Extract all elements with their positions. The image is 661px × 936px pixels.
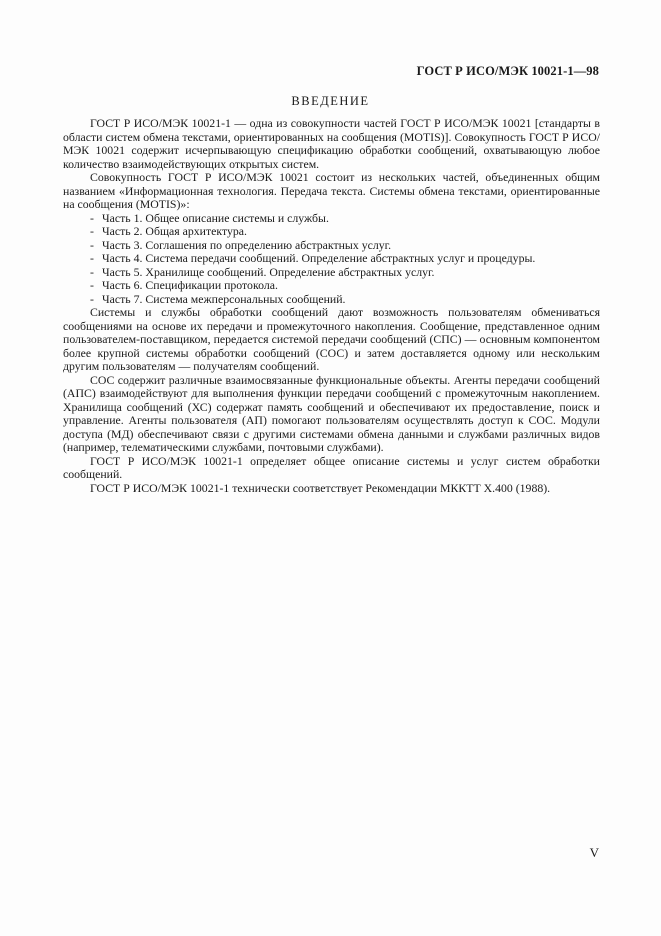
paragraph: ГОСТ Р ИСО/МЭК 10021-1 — одна из совокупности частей ГОСТ Р ИСО/МЭК 10021 [стандарты в области систем обмена текстами, ориентированных на сообщения (MOTIS)]. Совокупность ГОСТ Р ИСО/МЭК 10021 содержит исчерпывающую спецификацию обработки сообщений, охватывающую любое количество взаимодействующих открытых систем. [63, 116, 600, 171]
list-item [63, 239, 600, 253]
list-item [63, 266, 600, 280]
list-item-text: Часть 4. Система передачи сообщений. Определение абстрактных услуг и процедуры. [102, 251, 536, 265]
page-number: V [589, 845, 599, 860]
list-dash: - [90, 210, 94, 225]
list-item-text: Часть 1. Общее описание системы и службы. [102, 210, 329, 225]
list-item [63, 225, 600, 239]
list-item [63, 293, 600, 307]
section-title: ВВЕДЕНИЕ [291, 94, 370, 108]
paragraph: ГОСТ Р ИСО/МЭК 10021-1 определяет общее описание системы и услуг систем обработки сообщений. [63, 453, 600, 481]
list-dash: - [90, 251, 94, 265]
list-dash: - [90, 278, 94, 292]
list-dash: - [90, 291, 94, 306]
list-item-text: Часть 3. Соглашения по определению абстрактных услуг. [102, 237, 392, 252]
list-dash: - [90, 224, 94, 238]
paragraph: Совокупность ГОСТ Р ИСО/МЭК 10021 состоит из нескольких частей, объединенных общим названием «Информационная технология. Передача текста. Системы обмена текстами, ориентированные на сообщения (MOTIS)»: [63, 170, 600, 211]
list-item-text: Часть 5. Хранилище сообщений. Определение абстрактных услуг. [102, 264, 435, 279]
list-item-text: Часть 6. Спецификации протокола. [102, 278, 278, 292]
parts-list [63, 212, 600, 307]
introduction-body [63, 117, 600, 495]
list-dash: - [90, 264, 94, 279]
list-item-text: Часть 2. Общая архитектура. [102, 224, 247, 238]
list-item [63, 212, 600, 226]
list-item [63, 252, 600, 266]
document-header: ГОСТ Р ИСО/МЭК 10021-1—98 [416, 64, 599, 78]
paragraph: СОС содержит различные взаимосвязанные функциональные объекты. Агенты передачи сообщений (АПС) взаимодействуют для выполнения функции передачи сообщений с промежуточным накоплением. Хранилища сообщений (ХС) содержат память сообщений и обеспечивают их предоставление, поиск и управление. Агенты пользователя (АП) помогают пользователям осуществлять доступ к СОС. Модули доступа (МД) обеспечивают связи с другими системами обмена данными и службами различных видов (например, телематическими службами, почтовыми службами). [63, 372, 600, 454]
list-item-text: Часть 7. Система межперсональных сообщений. [102, 291, 346, 306]
paragraph: ГОСТ Р ИСО/МЭК 10021-1 технически соответствует Рекомендации МККТТ Х.400 (1988). [90, 480, 551, 495]
list-dash: - [90, 237, 94, 252]
paragraph: Системы и службы обработки сообщений дают возможность пользователям обмениваться сообщениями на основе их передачи и промежуточного накопления. Сообщение, представленное одним пользователем-поставщиком, передается системой передачи сообщений (СПС) — основным компонентом более крупной системы обработки сообщений (СОС) и затем доставляется одному или нескольким другим пользователям — получателям сообщений. [63, 305, 600, 373]
list-item [63, 279, 600, 293]
